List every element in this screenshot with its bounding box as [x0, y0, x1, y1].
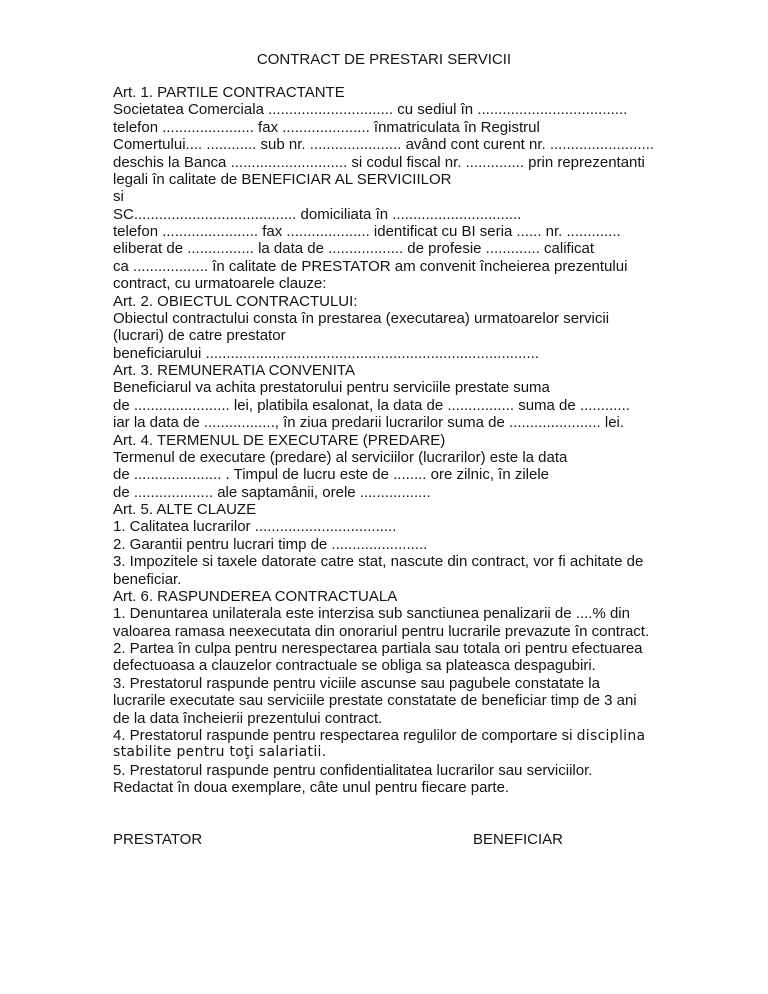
text-line: de la data încheierii prezentului contract. — [113, 709, 383, 727]
text-line: 2. Garantii pentru lucrari timp de ....................... — [113, 535, 428, 553]
text-line: de ................... ale saptamânii, orele ................. — [113, 483, 431, 501]
text-line: Beneficiarul va achita prestatorului pentru serviciile prestate suma — [113, 379, 550, 397]
text-line: 1. Denuntarea unilaterala este interzisa sub sanctiunea penalizarii de ....% din — [113, 605, 630, 623]
document-title: CONTRACT DE PRESTARI SERVICII — [256, 51, 512, 68]
article-heading: Art. 6. RASPUNDEREA CONTRACTUALA — [113, 587, 398, 605]
text-line — [113, 727, 654, 744]
article-heading: Art. 1. PARTILE CONTRACTANTE — [113, 84, 345, 101]
article-heading: Art. 2. OBIECTUL CONTRACTULUI: — [113, 292, 358, 310]
text-line: legali în calitate de BENEFICIAR AL SERVICIILOR — [113, 170, 452, 188]
text-segment-alt-font: disciplina — [576, 727, 646, 744]
text-line: iar la data de ................., în ziua predarii lucrarilor suma de ...................... lei. — [113, 414, 625, 432]
text-line: telefon ....................... fax .................... identificat cu BI seria ...... nr. ............. — [113, 223, 621, 240]
text-line: de ....................... lei, platibila esalonat, la data de ................ suma de ............ — [113, 396, 630, 414]
text-line: Termenul de executare (predare) al serviciilor (lucrarilor) este la data — [113, 448, 568, 466]
text-line: (lucrari) de catre prestator — [113, 327, 286, 345]
text-line: 5. Prestatorul raspunde pentru confidentialitatea lucrarilor sau serviciilor. — [113, 761, 593, 779]
text-line: 1. Calitatea lucrarilor .................................. — [113, 518, 397, 536]
text-line: deschis la Banca ............................ si codul fiscal nr. .............. prin reprezentanti — [113, 153, 645, 171]
text-line: telefon ...................... fax ..................... înmatriculata în Registrul — [113, 118, 540, 136]
text-line: 2. Partea în culpa pentru nerespectarea partiala sau totala ori pentru efectuarea — [113, 640, 643, 657]
text-line: defectuoasa a clauzelor contractuale se obliga sa plateasca despagubiri. — [113, 657, 596, 675]
text-line: Obiectul contractului consta în prestarea (executarea) urmatoarelor servicii — [113, 309, 610, 327]
text-line: si — [113, 188, 124, 206]
text-line: de ..................... . Timpul de lucru este de ........ ore zilnic, în zilele — [113, 466, 550, 484]
text-line: 3. Prestatorul raspunde pentru viciile ascunse sau pagubele constatate la — [113, 674, 600, 692]
text-line: 3. Impozitele si taxele datorate catre stat, nascute din contract, vor fi achitate de — [113, 553, 644, 571]
text-line: Societatea Comerciala .............................. cu sediul în .................................... — [113, 101, 628, 119]
contract-body — [113, 84, 654, 796]
text-line: Comertului.... ............ sub nr. ...................... având cont curent nr. ......................... — [113, 136, 655, 154]
text-segment: 4. Prestatorul raspunde pentru respectarea regulilor de comportare si — [113, 726, 573, 744]
text-line: beneficiar. — [113, 570, 182, 588]
text-line: contract, cu urmatoarele clauze: — [113, 275, 327, 293]
article-heading: Art. 4. TERMENUL DE EXECUTARE (PREDARE) — [113, 431, 446, 449]
text-line: lucrarile executate sau serviciile prestate constatate de beneficiar timp de 3 ani — [113, 692, 637, 710]
text-line: ca .................. în calitate de PRESTATOR am convenit încheierea prezentului — [113, 257, 628, 275]
article-heading: Art. 5. ALTE CLAUZE — [113, 501, 257, 518]
signature-prestator: PRESTATOR — [113, 831, 203, 848]
text-line: SC....................................... domiciliata în ............................... — [113, 205, 522, 223]
signature-beneficiar: BENEFICIAR — [473, 831, 564, 848]
article-heading: Art. 3. REMUNERATIA CONVENITA — [113, 362, 355, 379]
text-line: beneficiarului ................................................................................ — [113, 344, 539, 362]
text-line-alt-font: stabilite pentru toţi salariatii. — [113, 744, 327, 761]
text-line: eliberat de ................ la data de .................. de profesie ............. calificat — [113, 240, 595, 258]
closing-line: Redactat în doua exemplare, câte unul pentru fiecare parte. — [113, 779, 510, 796]
text-line: valoarea ramasa neexecutata din onorariul pentru lucrarile prevazute în contract. — [113, 622, 650, 640]
